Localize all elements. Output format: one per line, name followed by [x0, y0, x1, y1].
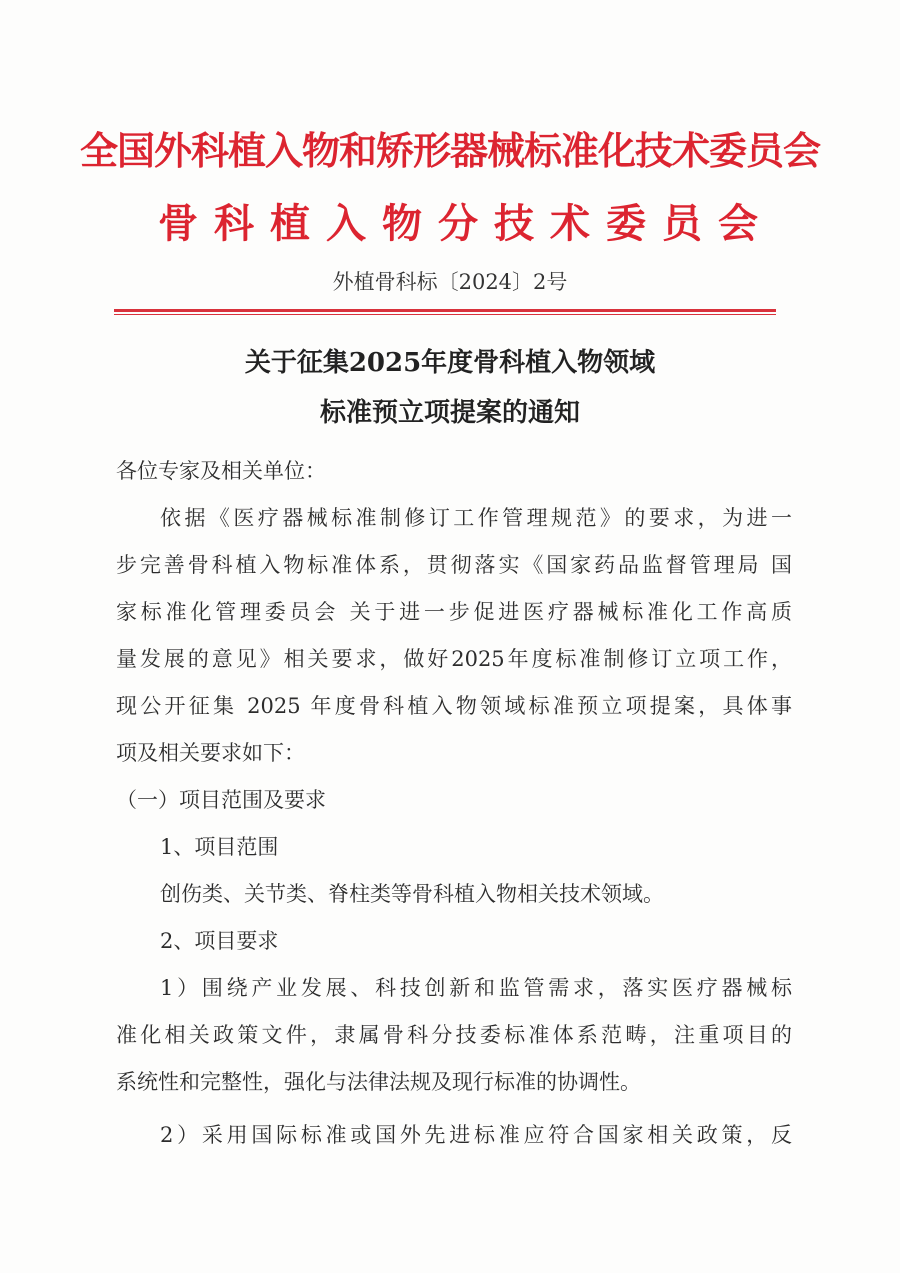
item1-heading: 1、项目范围 — [160, 835, 279, 859]
req1-line: 系统性和完整性，强化与法律法规及现行标准的协调性。 — [116, 1070, 641, 1094]
requirement2-paragraph — [116, 1112, 792, 1159]
header-red-rule-thick — [114, 309, 776, 312]
intro-line: 现公开征集 2025 年度骨科植入物领域标准预立项提案，具体事 — [116, 694, 792, 718]
document-number: 外植骨科标〔2024〕2号 — [332, 270, 568, 294]
item2-heading: 2、项目要求 — [160, 929, 279, 953]
intro-line: 家标准化管理委员会 关于进一步促进医疗器械标准化工作高质 — [116, 600, 792, 624]
intro-line: 步完善骨科植入物标准体系，贯彻落实《国家药品监督管理局 国 — [116, 553, 792, 577]
intro-line: 项及相关要求如下： — [116, 741, 305, 765]
section1-heading: （一）项目范围及要求 — [116, 788, 326, 812]
intro-line: 量发展的意见》相关要求，做好2025年度标准制修订立项工作， — [116, 647, 792, 671]
requirement1-paragraph — [116, 965, 792, 1106]
salutation — [116, 448, 792, 495]
req2-line: 2）采用国际标准或国外先进标准应符合国家相关政策，反 — [160, 1123, 792, 1147]
req1-line: 1）围绕产业发展、科技创新和监管需求，落实医疗器械标 — [160, 976, 792, 1000]
notice-title-line1: 关于征集2025年度骨科植入物领域 — [244, 348, 656, 378]
committee-name-line1: 全国外科植入物和矫形器械标准化技术委员会 — [79, 128, 820, 173]
req1-line: 准化相关政策文件，隶属骨科分技委标准体系范畴，注重项目的 — [116, 1023, 792, 1047]
item1 — [116, 824, 792, 965]
committee-name-line2: 骨科植入物分技术委员会 — [158, 200, 774, 247]
notice-title-line2: 标准预立项提案的通知 — [319, 398, 580, 428]
item1-text: 创伤类、关节类、脊柱类等骨科植入物相关技术领域。 — [160, 882, 664, 906]
header-red-rule-thin — [114, 314, 776, 315]
intro-line: 依据《医疗器械标准制修订工作管理规范》的要求，为进一 — [160, 506, 792, 530]
intro-paragraph — [116, 495, 792, 777]
section-heading — [116, 777, 792, 824]
salutation-text: 各位专家及相关单位： — [116, 459, 326, 483]
